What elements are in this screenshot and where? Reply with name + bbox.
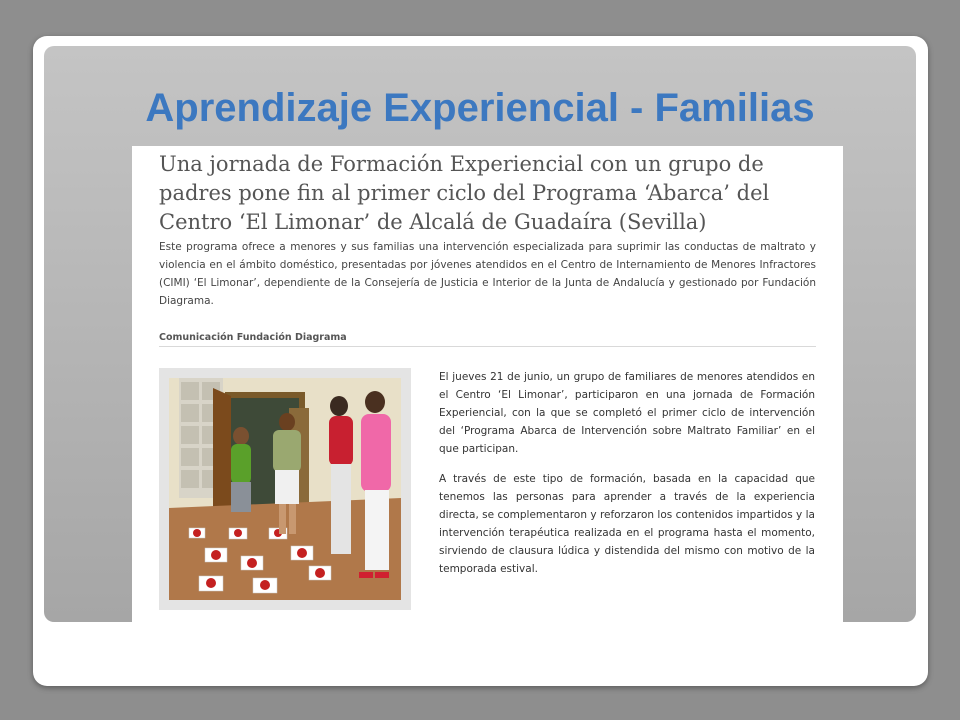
article-photo	[159, 368, 411, 610]
article-headline: Una jornada de Formación Experiencial con un grupo de padres pone fin al primer ciclo del Programa ‘Abarca’ del Centro ‘El Limonar’ de Alcalá de Guadaíra (Sevilla)	[159, 152, 770, 234]
article-clipping	[132, 146, 843, 622]
slide-panel	[44, 46, 916, 622]
article-body	[439, 368, 815, 590]
article-byline: Comunicación Fundación Diagrama	[159, 332, 347, 343]
article-paragraph-2: A través de este tipo de formación, basada en la capacidad que tenemos las personas para aprender a través de la experiencia directa, se complementaron y reforzaron los contenidos impartidos y la intervención terapéutica realizada en el programa hasta el momento, sirviendo de clausura lúdica y distendida del mismo con motivo de la temporada estival.	[439, 473, 815, 575]
article-lead: Este programa ofrece a menores y sus familias una intervención especializada para suprimir las conductas de maltrato y violencia en el ámbito doméstico, presentadas por jóvenes atendidos en el Centro de Internamiento de Menores Infractores (CIMI) ‘El Limonar’, dependiente de la Consejería de Justicia e Interior de la Junta de Andalucía y gestionado por Fundación Diagrama.	[159, 241, 816, 307]
divider	[159, 346, 816, 347]
article-paragraph-1: El jueves 21 de junio, un grupo de familiares de menores atendidos en el Centro ‘El Limonar’, participaron en una jornada de Formación Experiencial, con la que se completó el primer ciclo de intervención del ‘Programa Abarca de Intervención sobre Maltrato Familiar’ en el que participan.	[439, 371, 815, 455]
photo-illustration	[169, 378, 401, 600]
slide-title: Aprendizaje Experiencial - Familias	[145, 86, 815, 130]
